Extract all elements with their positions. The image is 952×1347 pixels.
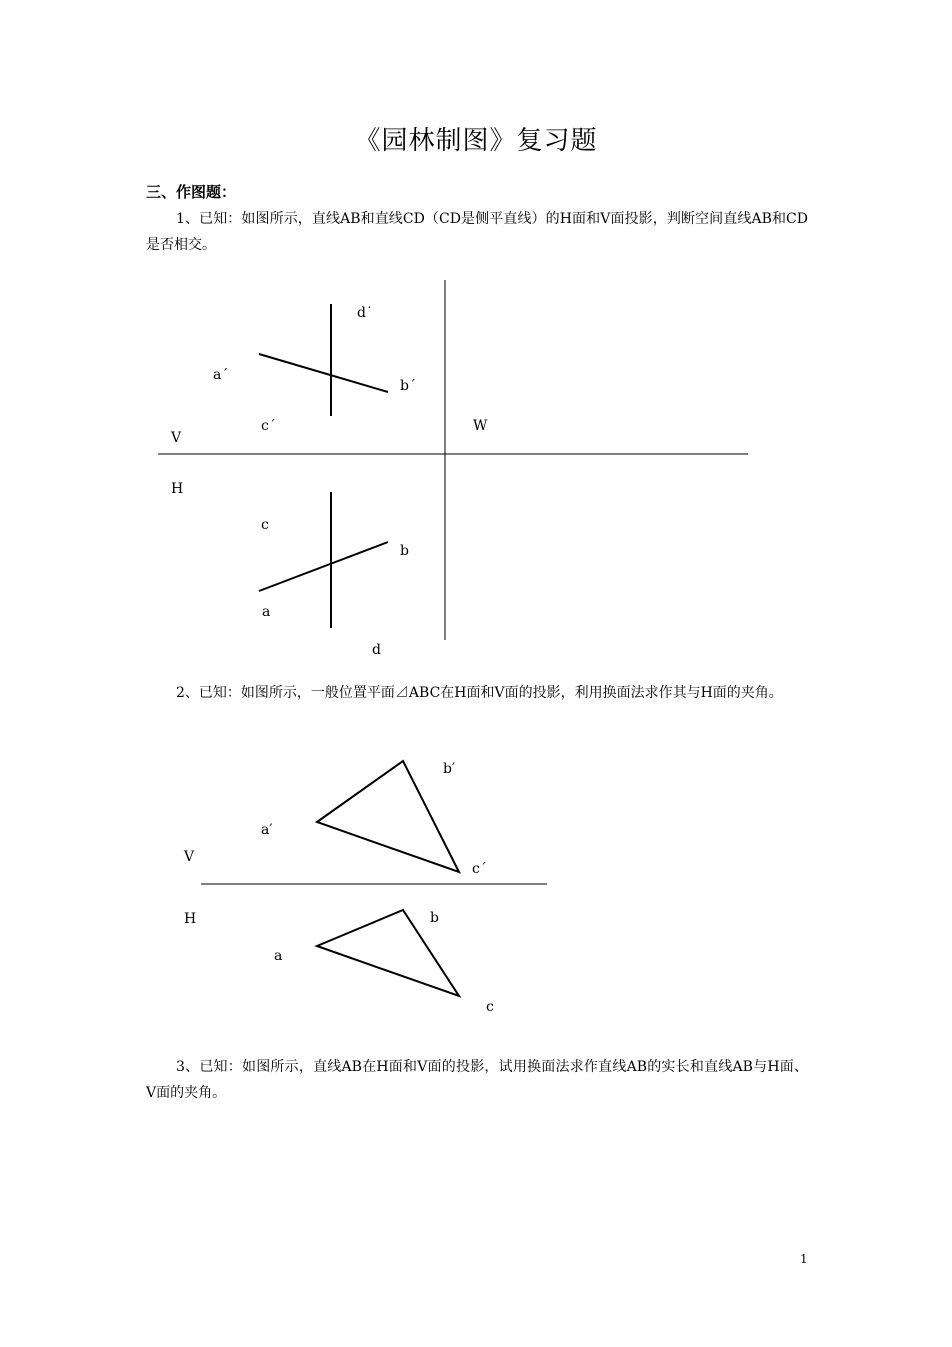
label-v-plane: V: [171, 430, 182, 446]
label-b-prime: b′: [443, 761, 456, 777]
label-h-plane: H: [171, 481, 184, 497]
question-2-text: 2、已知：如图所示，一般位置平面⊿ABC在H面和V面的投影，利用换面法求作其与H面的夹角。: [176, 685, 783, 701]
label-v-plane: V: [184, 849, 195, 865]
question-3-text: 3、已知：如图所示，直线AB在H面和V面的投影，试用换面法求作直线AB的实长和直线AB与H面、V面的夹角。: [146, 1059, 808, 1101]
label-h-plane: H: [184, 911, 197, 927]
label-w-plane: W: [473, 418, 488, 434]
label-b: b: [400, 543, 409, 559]
label-b-prime: b´: [400, 378, 416, 394]
label-a: a: [274, 948, 283, 964]
page-number: 1: [800, 1252, 808, 1266]
question-1-text: 1、已知：如图所示，直线AB和直线CD（CD是侧平直线）的H面和V面投影，判断空间直线AB和CD是否相交。: [146, 211, 808, 253]
triangle-abc-v-projection: [317, 761, 459, 872]
label-a-prime: a´: [213, 367, 229, 383]
label-c: c: [261, 517, 269, 533]
label-c-prime: c´: [472, 861, 487, 877]
document-title: 《园林制图》复习题: [354, 126, 598, 156]
label-a-prime: a′: [261, 822, 273, 838]
label-c-prime: c´: [261, 418, 276, 434]
label-d-prime: d˙: [357, 305, 373, 321]
section-heading: 三、作图题：: [146, 183, 237, 201]
label-a: a: [262, 604, 271, 620]
label-c: c: [486, 999, 494, 1015]
label-d: d: [372, 642, 381, 658]
label-b: b: [430, 910, 439, 926]
